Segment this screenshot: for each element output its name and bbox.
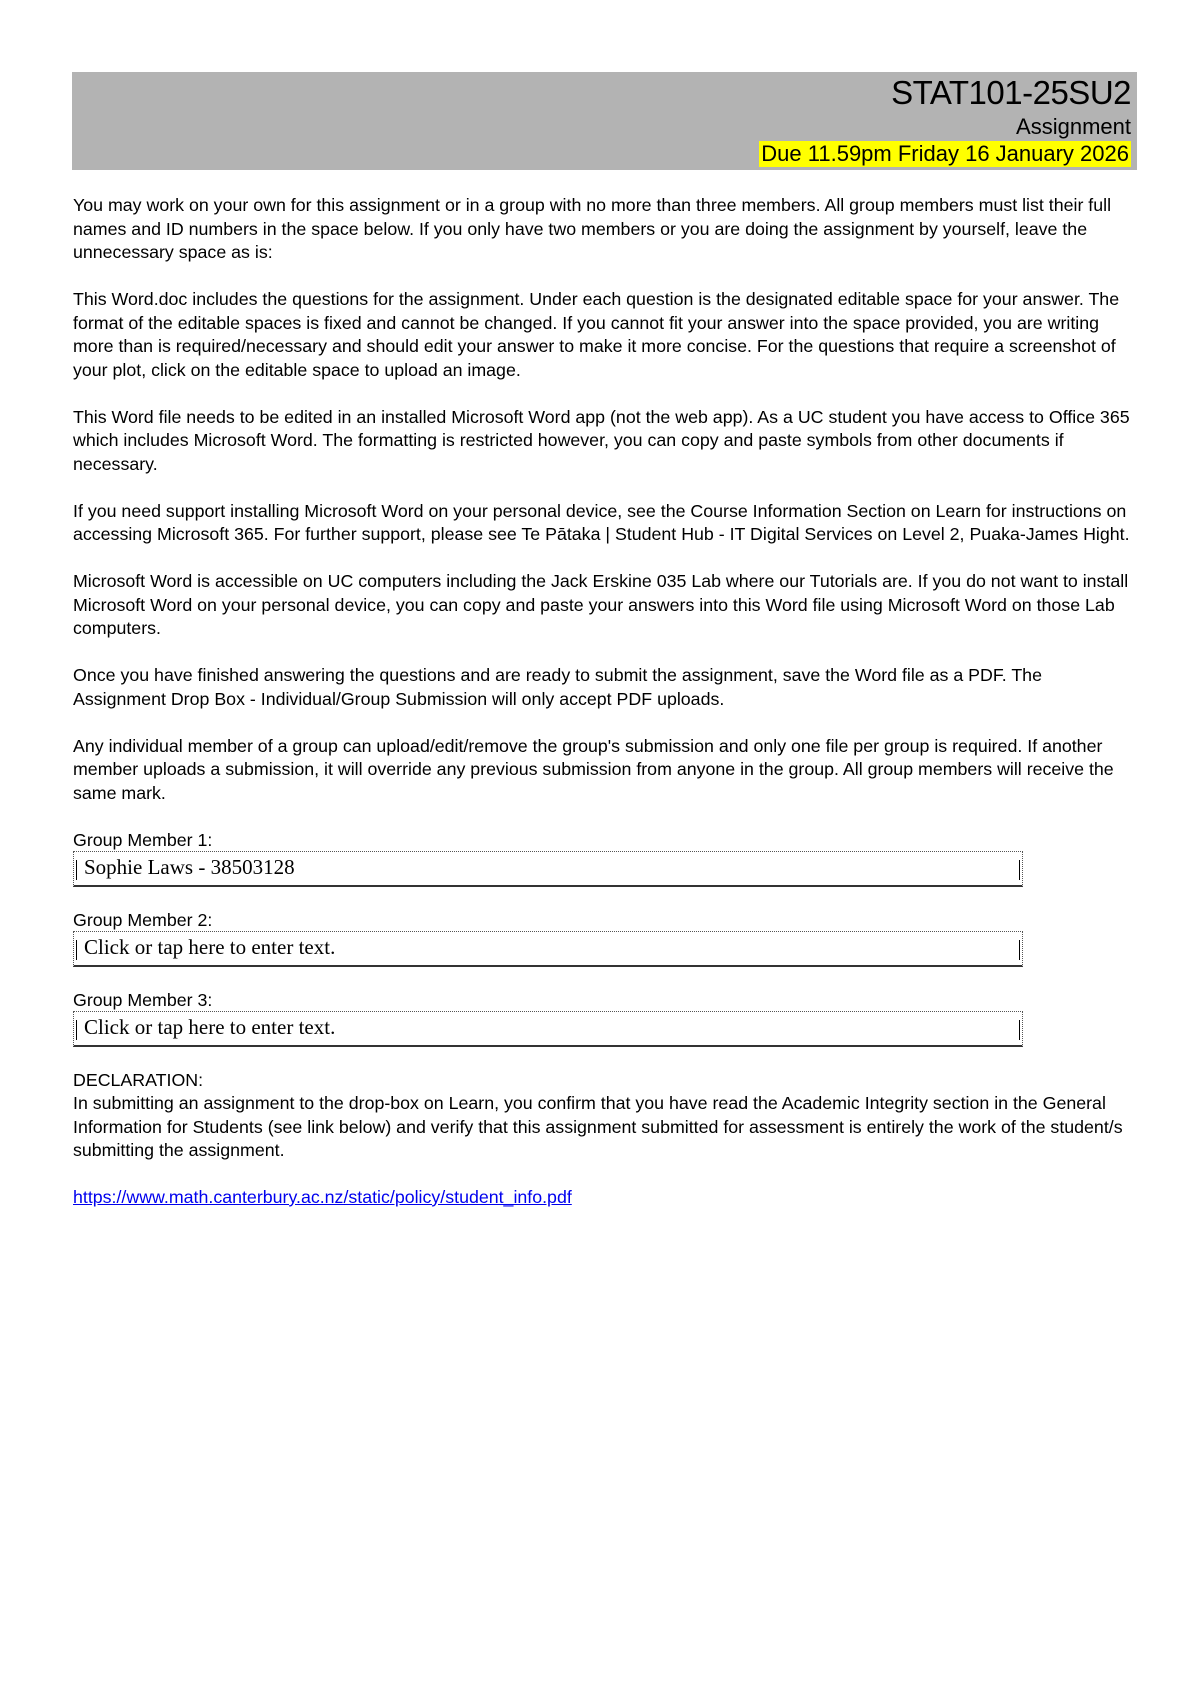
group-member-3-field[interactable]: Click or tap here to enter text. <box>73 1011 1023 1047</box>
group-member-2-label: Group Member 2: <box>73 909 213 930</box>
document-body <box>73 194 1138 1233</box>
paragraph-support: If you need support installing Microsoft Word on your personal device, see the Course Information Section on Learn for instructions on accessing Microsoft 365. For further support, please see Te Pātaka | Student Hub - IT Digital Services on Level 2, Puaka-James Hight. <box>73 500 1130 544</box>
student-info-link[interactable]: https://www.math.canterbury.ac.nz/static/policy/student_info.pdf <box>73 1187 572 1207</box>
declaration-heading: DECLARATION: <box>73 1069 204 1090</box>
paragraph-word-doc: This Word.doc includes the questions for the assignment. Under each question is the designated editable space for your answer. The format of the editable spaces is fixed and cannot be changed. If you cannot fit your answer into the space provided, you are writing more than is required/necessary and should edit your answer to make it more concise. For the questions that require a screenshot of your plot, click on the editable space to upload an image. <box>73 289 1120 380</box>
paragraph-word-app: This Word file needs to be edited in an installed Microsoft Word app (not the web app). As a UC student you have access to Office 365 which includes Microsoft Word. The formatting is restricted however, you can copy and paste symbols from other documents if necessary. <box>73 406 1130 474</box>
declaration-text: In submitting an assignment to the drop-box on Learn, you confirm that you have read the Academic Integrity section in the General Information for Students (see link below) and verify that this assignment submitted for assessment is entirely the work of the student/s submitting the assignment. <box>73 1093 1123 1160</box>
header-band <box>72 72 1137 170</box>
paragraph-lab-access: Microsoft Word is accessible on UC computers including the Jack Erskine 035 Lab where our Tutorials are. If you do not want to install Microsoft Word on your personal device, you can copy and paste your answers into this Word file using Microsoft Word on those Lab computers. <box>73 571 1129 638</box>
group-member-1-field[interactable]: Sophie Laws - 38503128 <box>73 851 1023 887</box>
paragraph-submit: Once you have finished answering the questions and are ready to submit the assignment, save the Word file as a PDF. The Assignment Drop Box - Individual/Group Submission will only accept PDF uploads. <box>73 665 1042 709</box>
due-date: Due 11.59pm Friday 16 January 2026 <box>761 141 1129 166</box>
course-code: STAT101-25SU2 <box>891 74 1131 111</box>
group-member-2-field[interactable]: Click or tap here to enter text. <box>73 931 1023 967</box>
group-member-3-label: Group Member 3: <box>73 989 213 1010</box>
document-type: Assignment <box>1016 114 1131 139</box>
group-member-1-label: Group Member 1: <box>73 829 213 850</box>
paragraph-intro: You may work on your own for this assignment or in a group with no more than three members. All group members must list their full names and ID numbers in the space below. If you only have two members or you are doing the assignment by yourself, leave the unnecessary space as is: <box>73 195 1112 262</box>
paragraph-group: Any individual member of a group can upload/edit/remove the group's submission and only one file per group is required. If another member uploads a submission, it will override any previous submission from anyone in the group. All group members will receive the same mark. <box>73 735 1114 803</box>
